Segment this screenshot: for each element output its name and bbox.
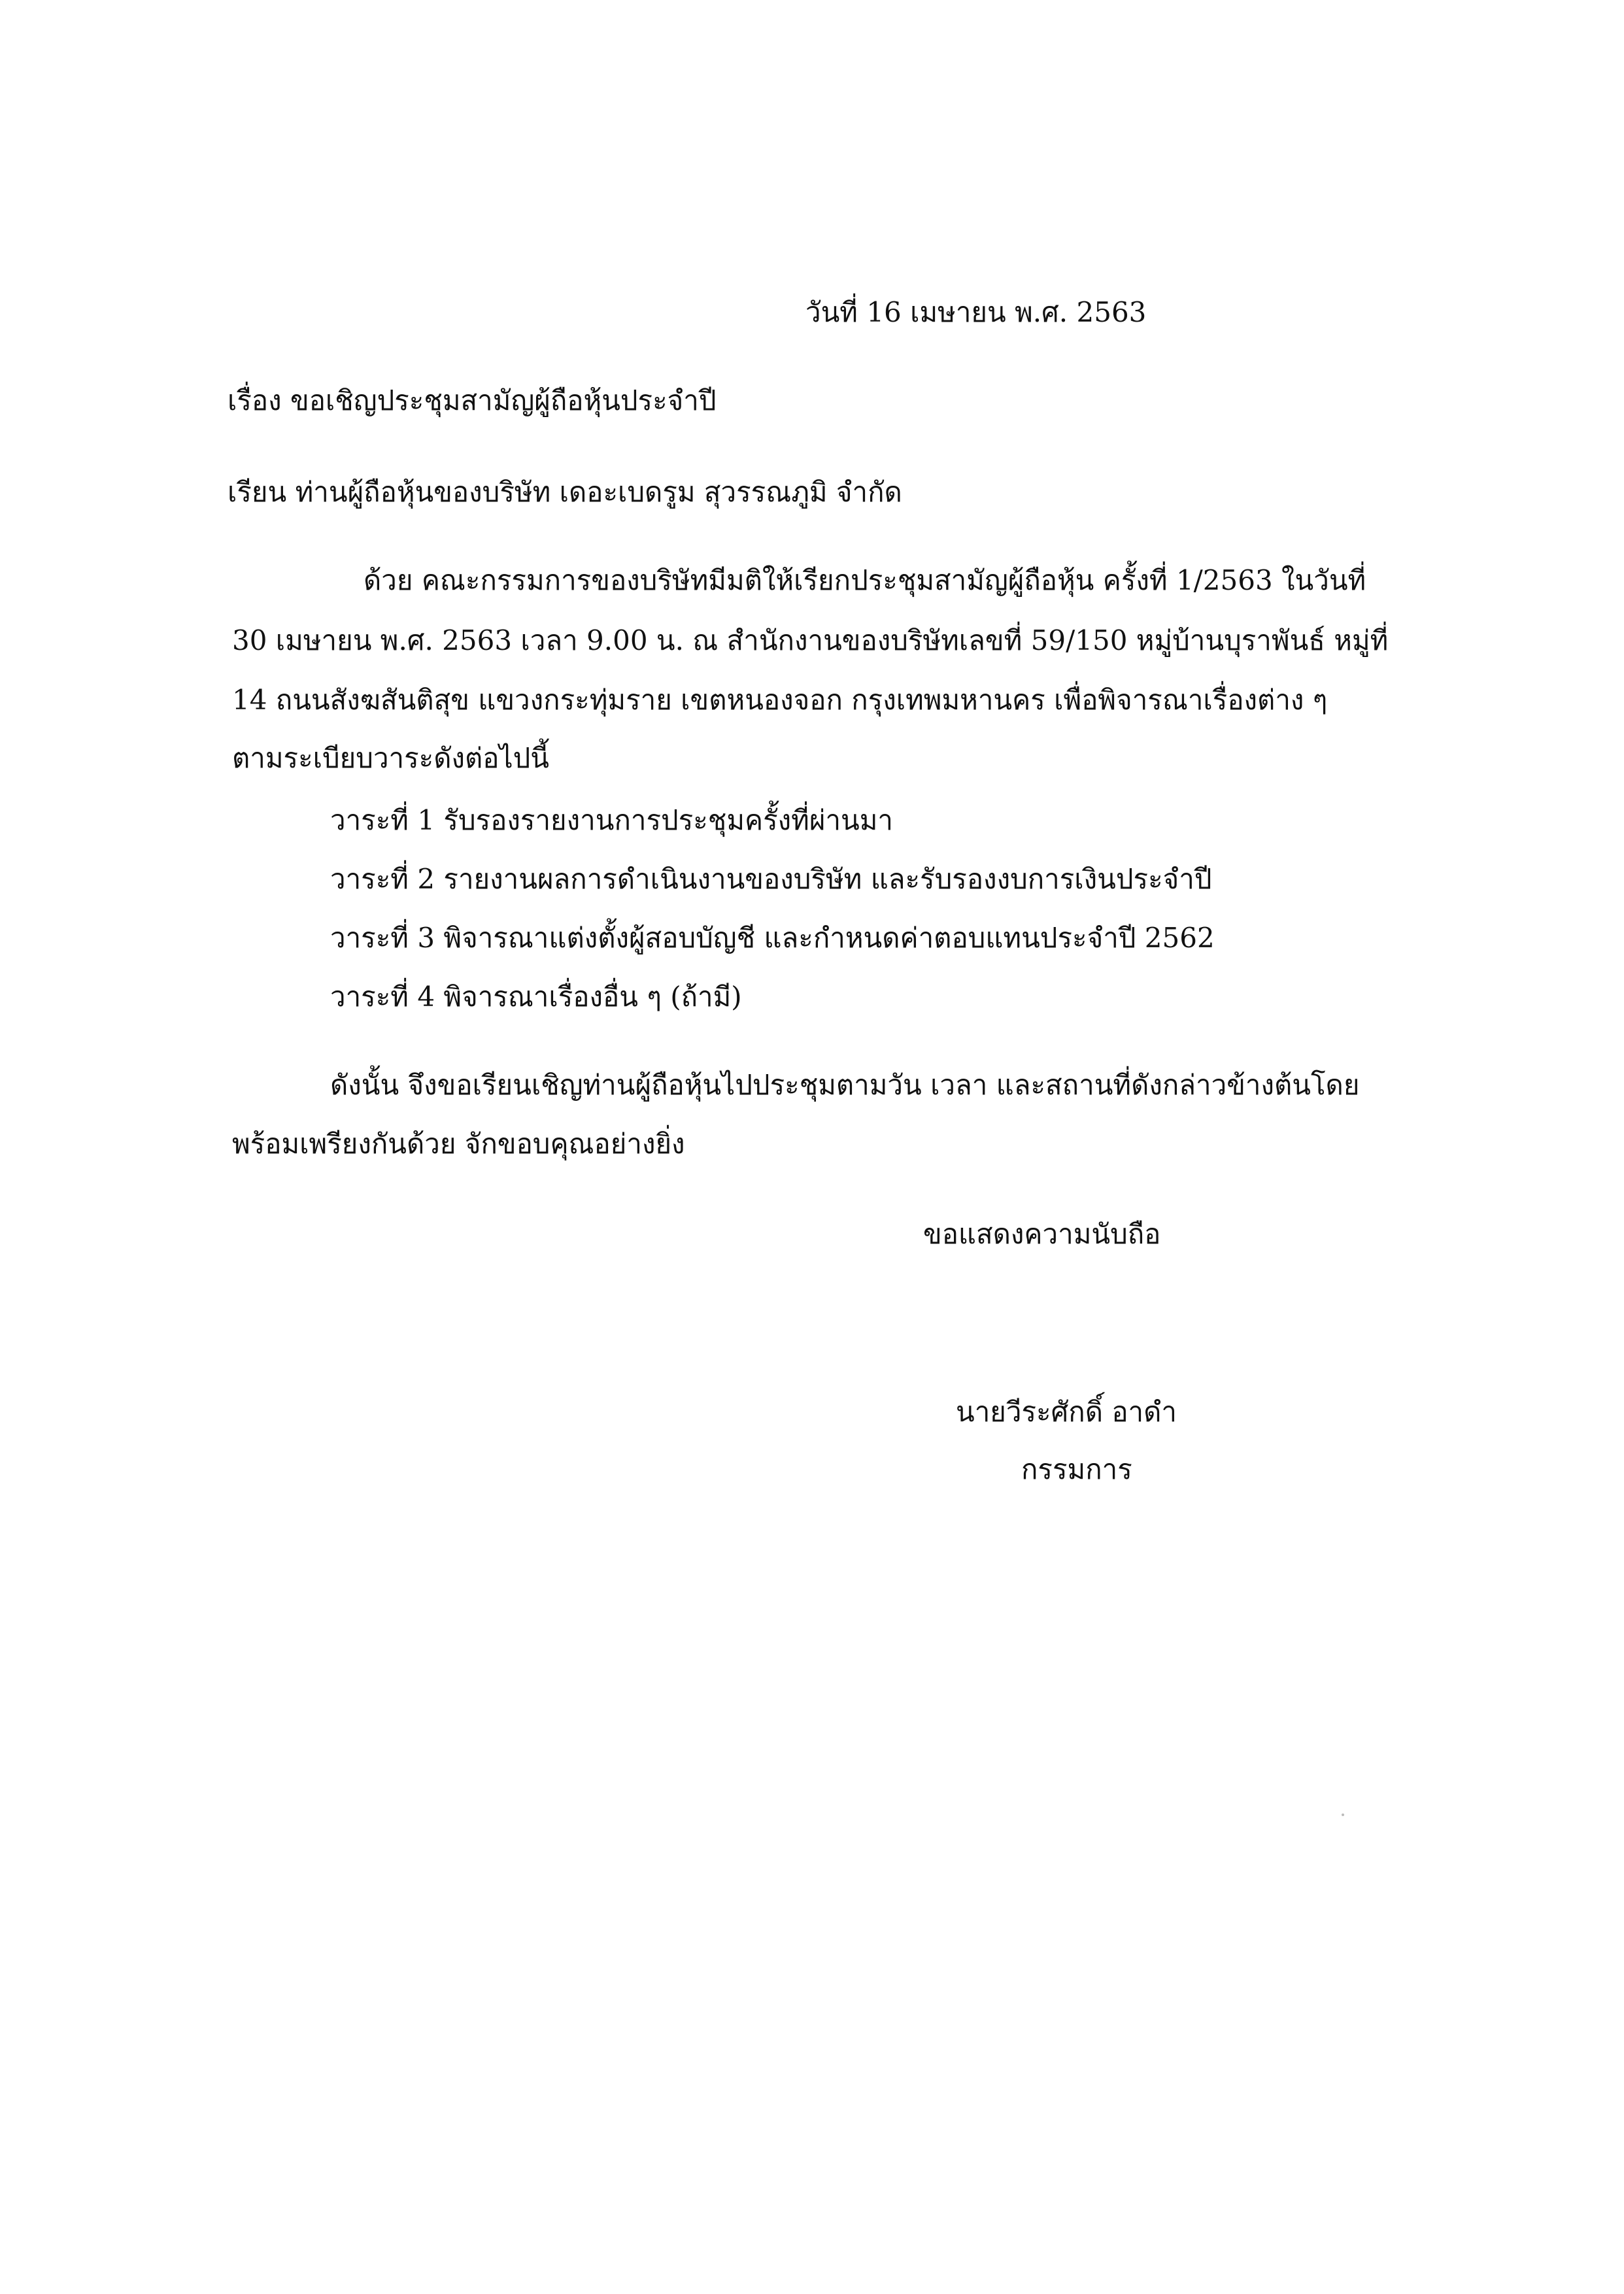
closing-paragraph-line: พร้อมเพรียงกันด้วย จักขอบคุณอย่างยิ่ง — [232, 1128, 685, 1160]
body-paragraph-line: 14 ถนนสังฆสันติสุข แขวงกระทุ่มราย เขตหนองจอก กรุงเทพมหานคร เพื่อพิจารณาเรื่องต่าง ๆ — [232, 684, 1328, 716]
letter-subject: เรื่อง ขอเชิญประชุมสามัญผู้ถือหุ้นประจำปี — [228, 384, 717, 416]
signer-position: กรรมการ — [1021, 1453, 1132, 1485]
body-paragraph-line: ด้วย คณะกรรมการของบริษัทมีมติให้เรียกประชุมสามัญผู้ถือหุ้น ครั้งที่ 1/2563 ในวันที่ — [364, 564, 1366, 596]
agenda-item: วาระที่ 1 รับรองรายงานการประชุมครั้งที่ผ่านมา — [330, 804, 894, 836]
agenda-item: วาระที่ 3 พิจารณาแต่งตั้งผู้สอบบัญชี และกำหนดค่าตอบแทนประจำปี 2562 — [330, 922, 1215, 954]
body-paragraph-line: 30 เมษายน พ.ศ. 2563 เวลา 9.00 น. ณ สำนักงานของบริษัทเลขที่ 59/150 หมู่บ้านบุราพันธ์ หมู่ที่ — [232, 624, 1389, 656]
regards-text: ขอแสดงความนับถือ — [923, 1218, 1161, 1250]
letter-date: วันที่ 16 เมษายน พ.ศ. 2563 — [805, 296, 1147, 328]
body-paragraph-line: ตามระเบียบวาระดังต่อไปนี้ — [232, 742, 550, 774]
scan-speck — [1342, 1813, 1344, 1816]
agenda-item: วาระที่ 4 พิจารณาเรื่องอื่น ๆ (ถ้ามี) — [330, 981, 742, 1013]
letter-salutation: เรียน ท่านผู้ถือหุ้นของบริษัท เดอะเบดรูม สุวรรณภูมิ จำกัด — [228, 476, 902, 508]
agenda-item: วาระที่ 2 รายงานผลการดำเนินงานของบริษัท และรับรองงบการเงินประจำปี — [330, 863, 1212, 895]
closing-paragraph-line: ดังนั้น จึงขอเรียนเชิญท่านผู้ถือหุ้นไปประชุมตามวัน เวลา และสถานที่ดังกล่าวข้างต้นโดย — [330, 1069, 1360, 1101]
signer-name: นายวีระศักดิ์ อาดำ — [956, 1396, 1177, 1428]
